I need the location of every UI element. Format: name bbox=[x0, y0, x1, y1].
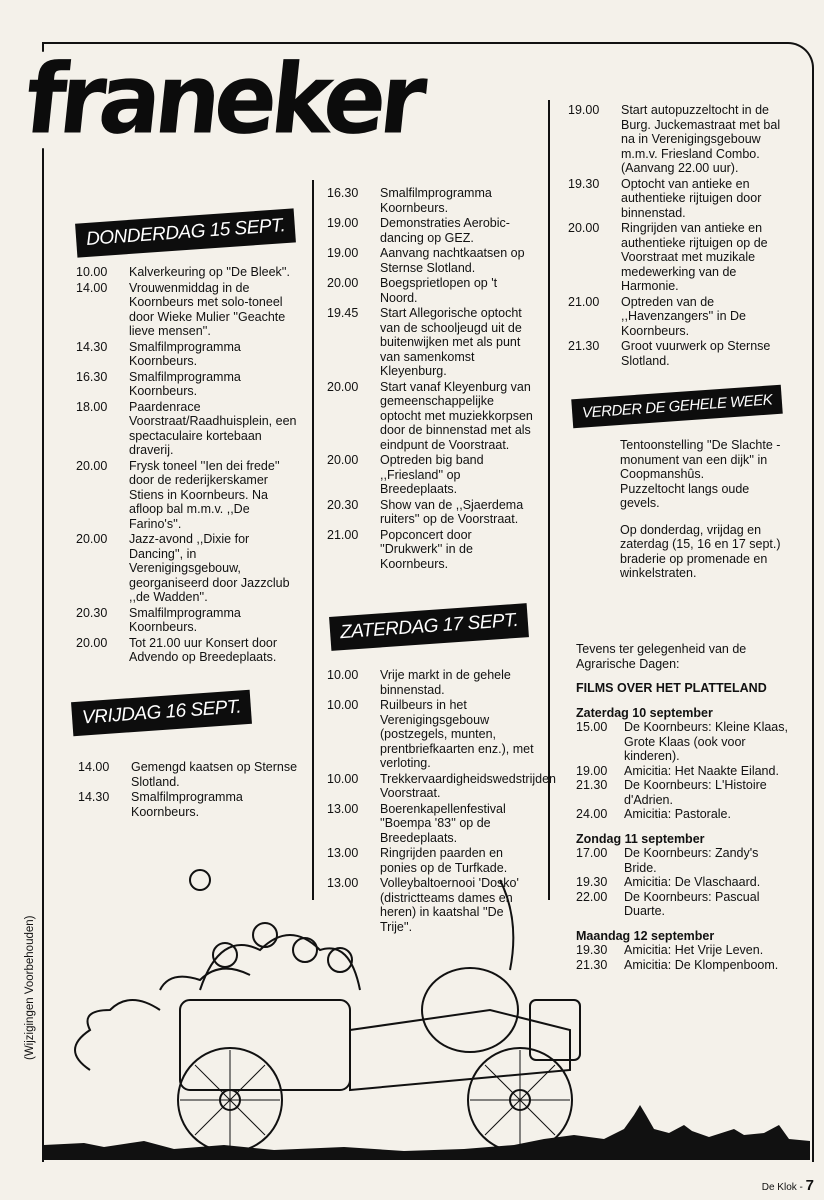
vrijdag_cont-event bbox=[327, 276, 537, 305]
banner-donderdag: DONDERDAG 15 SEPT. bbox=[75, 208, 296, 257]
film-time: 19.30 bbox=[576, 943, 608, 957]
event-time: 20.30 bbox=[327, 497, 359, 512]
film-time: 15.00 bbox=[576, 720, 608, 734]
week-info bbox=[620, 438, 788, 581]
event-time: 10.00 bbox=[327, 668, 359, 682]
event-description: Trekkervaardigheidswedstrijden Voorstraat. bbox=[380, 771, 557, 800]
donderdag-event bbox=[76, 606, 298, 635]
event-time: 14.30 bbox=[76, 339, 108, 354]
film-time: 17.00 bbox=[576, 846, 608, 860]
event-time: 21.30 bbox=[568, 339, 600, 353]
films-intro: Tevens ter gelegenheid van de Agrarische Dagen: bbox=[576, 642, 747, 671]
donderdag-event bbox=[76, 370, 298, 399]
event-time: 19.00 bbox=[568, 103, 600, 117]
event-description: Smalfilmprogramma Koornbeurs. bbox=[131, 790, 243, 819]
event-description: Ringrijden paarden en ponies op de Turfkade. bbox=[380, 846, 508, 875]
event-description: Volleybaltoernooi 'Dosko' (districtteams dames en heren) in kaatshal ''De Trije''. bbox=[380, 876, 519, 934]
donderdag-event bbox=[76, 636, 298, 665]
event-time: 19.45 bbox=[327, 306, 359, 320]
event-description: Groot vuurwerk op Sternse Slotland. bbox=[621, 339, 771, 368]
event-description: Vrije markt in de gehele binnenstad. bbox=[380, 668, 511, 697]
event-time: 21.00 bbox=[568, 294, 600, 309]
event-time: 16.30 bbox=[327, 186, 359, 200]
banner-week: VERDER DE GEHELE WEEK bbox=[571, 385, 783, 429]
event-time: 20.00 bbox=[327, 276, 359, 290]
event-description: Boegsprietlopen op 't Noord. bbox=[380, 276, 498, 305]
event-description: Boerenkapellenfestival ''Boempa '83'' op de Breedeplaats. bbox=[380, 801, 506, 845]
film-title: De Koornbeurs: Kleine Klaas, Grote Klaas (ook voor kinderen). bbox=[624, 720, 788, 763]
event-time: 19.30 bbox=[568, 176, 600, 191]
event-time: 19.00 bbox=[327, 216, 359, 230]
zaterdag_cont-event bbox=[568, 103, 788, 176]
zaterdag-event bbox=[327, 698, 537, 771]
event-description: Optocht van antieke en authentieke rijtuigen door binnenstad. bbox=[621, 176, 762, 220]
film-time: 21.30 bbox=[576, 778, 608, 792]
banner-vrijdag: VRIJDAG 16 SEPT. bbox=[71, 690, 252, 736]
film-time: 19.30 bbox=[576, 875, 608, 889]
event-description: Start autopuzzeltocht in de Burg. Juckemastraat met bal na in Verenigingsgebouw m.m.v. Friesland Combo. (Aanvang 22.00 uur). bbox=[621, 103, 781, 175]
vrijdag_cont-event bbox=[327, 186, 537, 215]
event-time: 10.00 bbox=[76, 265, 108, 279]
film-screening bbox=[576, 764, 788, 779]
zaterdag_cont-event bbox=[568, 177, 788, 221]
zaterdag-event bbox=[327, 668, 537, 697]
film-title: De Koornbeurs: Pascual Duarte. bbox=[624, 889, 760, 918]
vrijdag_cont-event bbox=[327, 216, 537, 245]
event-description: Kalverkeuring op ''De Bleek''. bbox=[129, 265, 291, 279]
vrijdag-cont-events bbox=[327, 186, 537, 572]
film-day-label: Zaterdag 10 september bbox=[576, 705, 713, 720]
vrijdag_cont-event bbox=[327, 306, 537, 379]
event-description: Paardenrace Voorstraat/Raadhuisplein, een spectaculaire kortebaan draverij. bbox=[129, 399, 297, 457]
event-description: Smalfilmprogramma Koornbeurs. bbox=[380, 186, 492, 215]
footer-source: De Klok - bbox=[761, 1182, 803, 1193]
event-time: 20.00 bbox=[327, 453, 359, 467]
zaterdag_cont-event bbox=[568, 221, 788, 294]
event-description: Demonstraties Aerobic-dancing op GEZ. bbox=[380, 216, 510, 245]
event-time: 20.00 bbox=[76, 458, 108, 473]
week-puzzle: Puzzeltocht langs oude gevels. bbox=[620, 481, 750, 510]
film-time: 24.00 bbox=[576, 807, 608, 821]
vrijdag_cont-event bbox=[327, 528, 537, 572]
donderdag-event bbox=[76, 265, 298, 280]
film-title: Amicitia: Het Naakte Eiland. bbox=[624, 763, 779, 778]
event-description: Tot 21.00 uur Konsert door Advendo op Breedeplaats. bbox=[129, 635, 278, 664]
donderdag-events bbox=[76, 265, 298, 666]
column-rule-1 bbox=[312, 180, 314, 900]
vrijdag_cont-event bbox=[327, 498, 537, 527]
event-description: Start vanaf Kleyenburg van gemeenschappelijke optocht met muziekkorpsen door de binnenstad met als eindpunt de Voorstraat. bbox=[380, 379, 533, 452]
week-exhibition: Tentoonstelling ''De Slachte - monument van een dijk'' in Coopmanshûs. bbox=[620, 438, 781, 481]
event-description: Popconcert door ''Drukwerk'' in de Koornbeurs. bbox=[380, 527, 473, 571]
film-time: 21.30 bbox=[576, 957, 608, 972]
event-time: 13.00 bbox=[327, 846, 359, 860]
vrijdag-event bbox=[78, 760, 300, 789]
page-number: 7 bbox=[805, 1177, 814, 1194]
event-time: 20.00 bbox=[76, 635, 108, 650]
event-time: 13.00 bbox=[327, 801, 359, 816]
town-skyline bbox=[44, 1105, 810, 1160]
film-title: De Koornbeurs: L'Histoire d'Adrien. bbox=[624, 778, 767, 807]
film-title: Amicitia: De Klompenboom. bbox=[624, 957, 779, 972]
event-time: 20.30 bbox=[76, 605, 108, 620]
zaterdag-event bbox=[327, 771, 557, 801]
event-time: 14.30 bbox=[78, 790, 110, 804]
film-title: Amicitia: Het Vrije Leven. bbox=[624, 943, 764, 957]
event-time: 19.00 bbox=[327, 246, 359, 260]
event-description: Ringrijden van antieke en authentieke rijtuigen op de Voorstraat met muzikale medewerking van de Harmonie. bbox=[621, 221, 768, 293]
event-time: 18.00 bbox=[76, 399, 108, 414]
film-day bbox=[576, 706, 788, 822]
event-description: Smalfilmprogramma Koornbeurs. bbox=[129, 605, 241, 634]
film-day-label: Zondag 11 september bbox=[576, 831, 705, 846]
event-description: Smalfilmprogramma Koornbeurs. bbox=[129, 339, 241, 368]
event-time: 14.00 bbox=[76, 280, 108, 295]
donderdag-event bbox=[76, 281, 298, 339]
event-time: 14.00 bbox=[78, 760, 110, 774]
zaterdag_cont-event bbox=[568, 339, 788, 368]
event-time: 13.00 bbox=[327, 876, 359, 890]
event-description: Ruilbeurs in het Verenigingsgebouw (postzegels, munten, prentbriefkaarten enz.), met verloting. bbox=[380, 698, 534, 770]
zaterdag-event bbox=[327, 802, 537, 846]
event-description: Show van de ,,Sjaerdema ruiters'' op de Voorstraat. bbox=[380, 497, 524, 526]
film-screening bbox=[576, 807, 788, 822]
event-description: Gemengd kaatsen op Sternse Slotland. bbox=[131, 760, 298, 789]
event-time: 20.00 bbox=[568, 221, 600, 235]
vrijdag-events bbox=[78, 760, 300, 820]
vrijdag-event bbox=[78, 790, 300, 819]
film-day-label: Maandag 12 september bbox=[576, 928, 715, 943]
event-time: 10.00 bbox=[327, 698, 359, 712]
event-time: 20.00 bbox=[76, 532, 108, 546]
side-note: (Wijzigingen Voorbehouden) bbox=[24, 915, 36, 1060]
event-description: Smalfilmprogramma Koornbeurs. bbox=[129, 369, 241, 398]
event-description: Start Allegorische optocht van de schooljeugd uit de buitenwijken met als punt van samenkomst Kleyenburg. bbox=[380, 306, 522, 378]
event-description: Jazz-avond ,,Dixie for Dancing'', in Verenigingsgebouw, georganiseerd door Jazzclub ,,de Wadden''. bbox=[129, 532, 290, 604]
event-description: Frysk toneel ''Ien dei frede'' door de rederijkerskamer Stiens in Koornbeurs. Na afloop bal m.m.v. ,,De Farino's''. bbox=[129, 458, 280, 531]
films-heading: FILMS OVER HET PLATTELAND bbox=[576, 681, 767, 695]
film-screening bbox=[576, 778, 788, 807]
donderdag-event bbox=[76, 532, 298, 605]
event-time: 16.30 bbox=[76, 369, 108, 384]
zaterdag_cont-event bbox=[568, 295, 788, 339]
vrijdag_cont-event bbox=[327, 380, 537, 453]
page-footer bbox=[762, 1177, 814, 1194]
zaterdag-cont-events bbox=[568, 103, 788, 369]
film-screening bbox=[576, 720, 788, 764]
event-time: 21.00 bbox=[327, 527, 359, 542]
banner-zaterdag: ZATERDAG 17 SEPT. bbox=[329, 603, 529, 651]
film-title: Amicitia: Pastorale. bbox=[624, 807, 731, 821]
week-braderie: Op donderdag, vrijdag en zaterdag (15, 16 en 17 sept.) braderie op promenade en winkelstraten. bbox=[620, 522, 781, 580]
donderdag-event bbox=[76, 340, 298, 369]
event-time: 10.00 bbox=[327, 771, 359, 786]
film-title: De Koornbeurs: Zandy's Bride. bbox=[624, 846, 759, 875]
event-description: Vrouwenmiddag in de Koornbeurs met solo-toneel door Wieke Mulier ''Geachte lieve mensen''. bbox=[129, 280, 286, 338]
page-title: franeker bbox=[21, 52, 431, 149]
film-time: 22.00 bbox=[576, 889, 608, 904]
film-time: 19.00 bbox=[576, 763, 608, 778]
film-title: Amicitia: De Vlaschaard. bbox=[624, 875, 761, 889]
donderdag-event bbox=[76, 459, 298, 532]
event-description: Aanvang nachtkaatsen op Sternse Slotland. bbox=[380, 246, 525, 275]
vrijdag_cont-event bbox=[327, 453, 537, 497]
event-description: Optreden big band ,,Friesland'' op Breedeplaats. bbox=[380, 453, 484, 496]
donderdag-event bbox=[76, 400, 298, 458]
vrijdag_cont-event bbox=[327, 246, 537, 275]
event-time: 20.00 bbox=[327, 379, 359, 394]
event-description: Optreden van de ,,Havenzangers'' in De Koornbeurs. bbox=[621, 294, 746, 338]
